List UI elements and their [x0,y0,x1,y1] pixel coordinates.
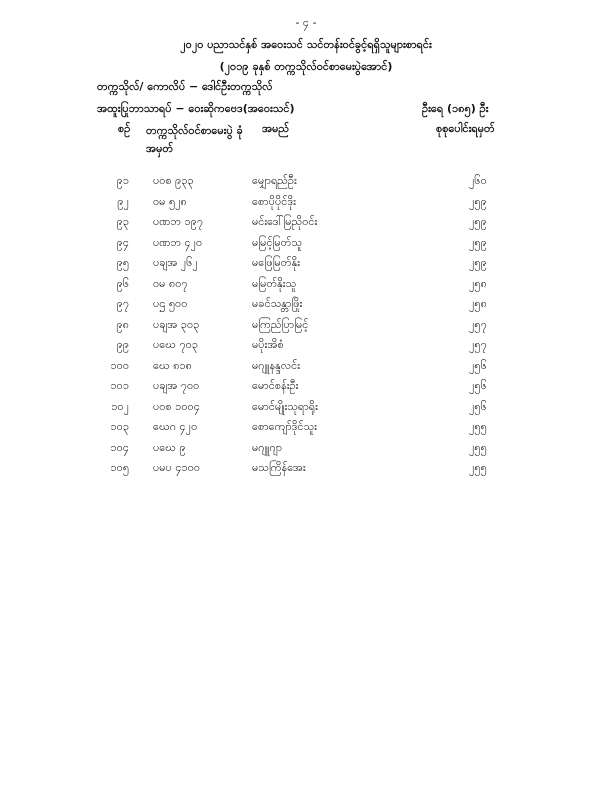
student-name: မောင်မျိုးသုရာရိုး [252,399,318,413]
row-number: ၉၃ [116,215,129,228]
roll-number: ပမပ ၄၁၀၀ [153,461,201,474]
student-name: မင်းဒေါ်မြညိုဝင်း [252,215,318,228]
student-name: မခင်သန္တာဖြိုး [252,297,303,310]
total-marks: ၂၅၆ [469,399,487,413]
table-row [0,400,612,421]
student-name: စောပိုပိုင်ဒိုး [252,194,296,208]
table-row [0,256,612,277]
table-row [0,441,612,462]
column-header-no: စဉ် [118,122,131,135]
row-number: ၉၆ [116,276,129,290]
table-row [0,277,612,298]
row-number: ၁၀၅ [110,461,129,474]
seat-count: ဦးရေ (၁၈၅) ဦး [422,102,489,115]
row-number: ၉၁ [116,174,129,187]
roll-number: ပချအ ၃၀၃ [153,317,200,331]
total-marks: ၂၅၇ [469,317,487,331]
student-name: မဖြေမြတ်နိုး [252,256,300,269]
student-name: စောကျော်ဒိုင်သူး [252,420,317,433]
page-number: - ၄ - [295,16,317,29]
total-marks: ၂၅၆ [469,358,487,372]
total-marks: ၂၅၉ [469,194,487,208]
table-row [0,318,612,339]
row-number: ၁၀၀ [110,358,129,372]
table-row [0,297,612,318]
roll-number: ပဏဘ ၄၂၀ [153,235,203,249]
student-name: မဂျူနန္ဒလင်း [252,358,301,372]
row-number: ၁၀၃ [110,420,129,433]
row-number: ၉၄ [116,235,129,249]
total-marks: ၂၅၈ [469,276,487,290]
row-number: ၉၅ [116,256,129,269]
table-row [0,174,612,195]
row-number: ၁၀၂ [111,399,129,413]
roll-number: ဃေ ၈၁၈ [153,358,192,372]
table-row [0,379,612,400]
total-marks: ၂၅၅ [469,420,487,433]
total-marks: ၂၅၉ [469,235,487,249]
roll-number: ဝမ ၈၀၇ [153,276,188,290]
student-name: မမြင့်မြတ်သူ [252,235,302,249]
student-name: မသကြိန်အေး [252,461,306,474]
column-header-name: အမည် [262,122,290,135]
table-row [0,215,612,236]
table-row [0,195,612,216]
roll-number: ပဝစ ၉၃၃ [153,174,194,187]
results-table [0,174,612,482]
student-name: မောင်စန်းဦး [252,379,299,392]
column-header-total-marks: စုစုပေါင်းရမှတ် [436,122,495,135]
roll-number: ပဝစ ၁၀၀၄ [153,399,200,413]
roll-number: ဝမ ၅၂၈ [153,194,187,208]
document-title: ၂၀၂၀ ပညာသင်နှစ် အဝေးသင် သင်တန်းဝင်ခွင့်ရရှိသူများစာရင်း [180,38,432,51]
roll-number: ပဃေ ၇၀၃ [153,338,199,351]
column-header-roll-number: တက္ကသိုလ်ဝင်စာမေးပွဲ ခုံအမှတ် [146,124,243,155]
table-row [0,420,612,441]
roll-number: ပချအ ၇၀၀ [153,379,200,392]
total-marks: ၂၅၅ [469,440,487,454]
total-marks: ၂၅၉ [469,256,487,269]
total-marks: ၂၅၆ [469,379,487,392]
document-subtitle: (၂၀၁၉ ခုနှစ် တက္ကသိုလ်ဝင်စာမေးပွဲအောင်) [219,60,393,73]
roll-number: ပဏဘ ၁၉၇ [153,215,204,228]
student-name: မကြည်ပြာမြင့် [252,317,309,331]
row-number: ၉၂ [117,194,129,208]
table-row [0,461,612,482]
total-marks: ၂၅၈ [469,297,487,310]
total-marks: ၂၅၉ [469,215,487,228]
row-number: ၁၀၄ [110,440,129,454]
roll-number: ပဃေ ၉ [153,440,186,454]
roll-number: ပချအ ၂၆၂ [153,256,198,269]
row-number: ၁၀၁ [110,379,129,392]
roll-number: ဃေဂ ၄၂၀ [153,420,198,433]
row-number: ၉၉ [116,338,129,351]
table-row [0,338,612,359]
total-marks: ၂၅၇ [469,338,487,351]
total-marks: ၂၅၅ [469,461,487,474]
table-row [0,236,612,257]
university-label: တက္ကသိုလ်/ ကောလိပ် − ဒေါင်ဦးတက္ကသိုလ် [97,80,273,93]
row-number: ၉၇ [116,297,129,310]
table-row [0,359,612,380]
total-marks: ၂၆၀ [469,174,487,187]
student-name: မျှောရည်ဦး [252,174,297,187]
student-name: မမြတ်နိုးသူ [252,276,297,290]
roll-number: ပဌ ၅၀၀ [153,297,188,310]
student-name: မဂျူဂျာ [252,440,283,454]
subject-label: အထူးပြုဘာသာရပ် − ဝေးဆိုကဗေဒ(အဝေးသင်) [97,102,295,115]
row-number: ၉၈ [116,317,129,331]
student-name: မပိုးအိစံ [252,338,284,351]
